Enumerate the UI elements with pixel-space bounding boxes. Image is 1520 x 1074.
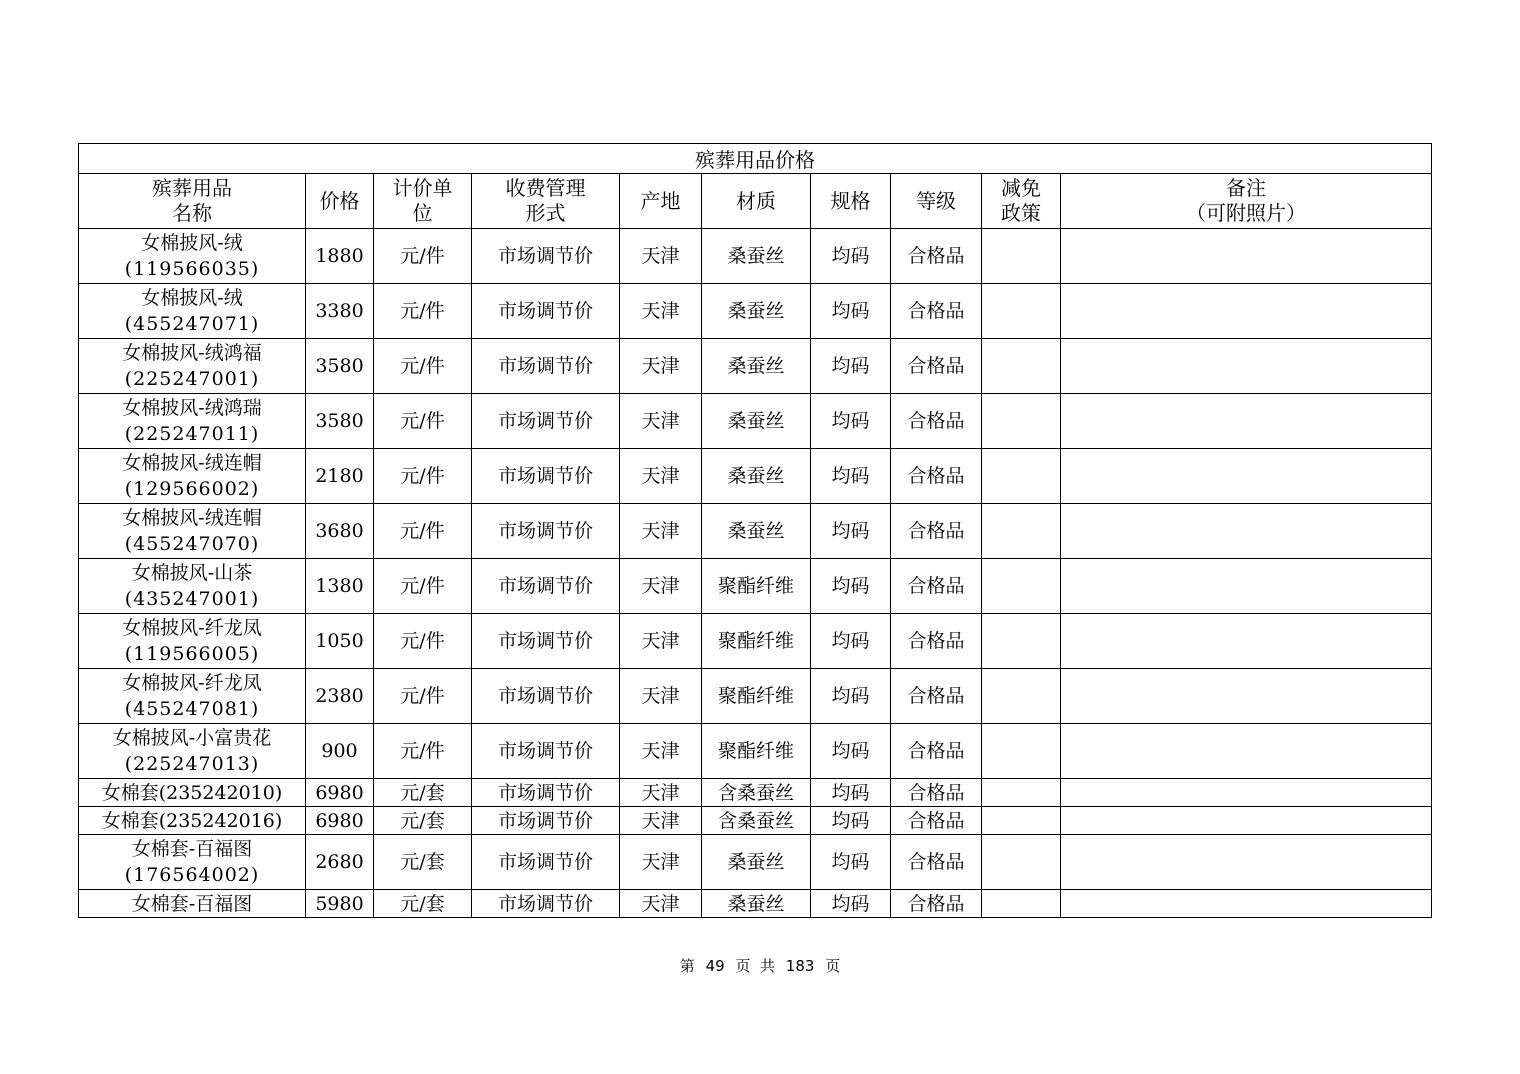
- policy-cell: [982, 559, 1061, 614]
- note-cell: [1061, 779, 1432, 807]
- item-code: (225247011): [124, 423, 260, 445]
- fee-type-cell: 市场调节价: [472, 284, 620, 339]
- table-row: [79, 614, 1432, 669]
- price-cell: 6980: [306, 807, 374, 835]
- price-cell: 900: [306, 724, 374, 779]
- origin-cell: 天津: [620, 724, 702, 779]
- price-cell: 2680: [306, 835, 374, 890]
- table-row: [79, 339, 1432, 394]
- material-cell: 聚酯纤维: [702, 669, 811, 724]
- material-cell: 桑蚕丝: [702, 394, 811, 449]
- material-cell: 桑蚕丝: [702, 504, 811, 559]
- origin-cell: 天津: [620, 669, 702, 724]
- item-code: (455247081): [124, 698, 260, 720]
- policy-cell: [982, 284, 1061, 339]
- footer-prefix: 第: [679, 957, 695, 975]
- unit-cell: 元/件: [374, 559, 472, 614]
- item-code: (435247001): [124, 588, 260, 610]
- note-cell: [1061, 669, 1432, 724]
- item-code: (225247013): [124, 753, 260, 775]
- policy-cell: [982, 614, 1061, 669]
- material-cell: 含桑蚕丝: [702, 807, 811, 835]
- fee-type-cell: 市场调节价: [472, 807, 620, 835]
- price-table: [78, 143, 1432, 918]
- table-row: [79, 807, 1432, 835]
- table-title: 殡葬用品价格: [79, 144, 1432, 174]
- material-cell: 聚酯纤维: [702, 724, 811, 779]
- material-cell: 桑蚕丝: [702, 835, 811, 890]
- unit-cell: 元/套: [374, 807, 472, 835]
- price-cell: 2380: [306, 669, 374, 724]
- table-row: [79, 449, 1432, 504]
- unit-cell: 元/件: [374, 339, 472, 394]
- policy-cell: [982, 835, 1061, 890]
- item-name: 女棉披风-绒鸿福: [122, 342, 262, 364]
- header-note-line: （可附照片）: [1186, 201, 1307, 225]
- footer-page-number: 49: [705, 957, 725, 975]
- header-unit-line: 位: [412, 201, 433, 225]
- grade-cell: 合格品: [891, 614, 982, 669]
- item-name: 女棉披风-纤龙凤: [122, 672, 262, 694]
- note-cell: [1061, 835, 1432, 890]
- header-fee-type-line: 收费管理: [505, 176, 586, 200]
- item-name: 女棉披风-绒: [141, 287, 243, 309]
- grade-cell: 合格品: [891, 807, 982, 835]
- price-cell: 3380: [306, 284, 374, 339]
- note-cell: [1061, 559, 1432, 614]
- unit-cell: 元/套: [374, 890, 472, 918]
- item-name: 女棉披风-绒: [141, 232, 243, 254]
- item-code: (119566035): [124, 258, 260, 280]
- price-cell: 3580: [306, 394, 374, 449]
- price-cell: 3580: [306, 339, 374, 394]
- material-cell: 聚酯纤维: [702, 559, 811, 614]
- header-origin: [620, 174, 702, 229]
- spec-cell: 均码: [811, 339, 891, 394]
- item-name-cell: [79, 779, 306, 807]
- policy-cell: [982, 394, 1061, 449]
- spec-cell: 均码: [811, 614, 891, 669]
- item-code: (119566005): [124, 643, 260, 665]
- note-cell: [1061, 449, 1432, 504]
- policy-cell: [982, 669, 1061, 724]
- origin-cell: 天津: [620, 229, 702, 284]
- item-code: (176564002): [124, 864, 260, 886]
- header-name-line: 名称: [172, 201, 212, 225]
- spec-cell: 均码: [811, 394, 891, 449]
- price-cell: 6980: [306, 779, 374, 807]
- header-policy-line: 政策: [1001, 201, 1041, 225]
- grade-cell: 合格品: [891, 284, 982, 339]
- note-cell: [1061, 504, 1432, 559]
- note-cell: [1061, 807, 1432, 835]
- spec-cell: 均码: [811, 779, 891, 807]
- item-name-cell: [79, 559, 306, 614]
- origin-cell: 天津: [620, 504, 702, 559]
- header-note: [1061, 174, 1432, 229]
- unit-cell: 元/件: [374, 394, 472, 449]
- unit-cell: 元/件: [374, 504, 472, 559]
- note-cell: [1061, 614, 1432, 669]
- footer-middle: 页 共: [735, 957, 775, 975]
- header-spec-line: 规格: [830, 188, 871, 213]
- fee-type-cell: 市场调节价: [472, 504, 620, 559]
- header-unit: [374, 174, 472, 229]
- table-body: [79, 229, 1432, 918]
- fee-type-cell: 市场调节价: [472, 835, 620, 890]
- spec-cell: 均码: [811, 807, 891, 835]
- item-name: 女棉套(235242016): [101, 809, 283, 832]
- fee-type-cell: 市场调节价: [472, 559, 620, 614]
- item-name: 女棉套-百福图: [131, 892, 253, 915]
- grade-cell: 合格品: [891, 339, 982, 394]
- material-cell: 桑蚕丝: [702, 890, 811, 918]
- header-note-line: 备注: [1226, 176, 1267, 200]
- item-code: (455247071): [124, 313, 260, 335]
- spec-cell: 均码: [811, 835, 891, 890]
- fee-type-cell: 市场调节价: [472, 779, 620, 807]
- price-cell: 5980: [306, 890, 374, 918]
- unit-cell: 元/件: [374, 284, 472, 339]
- grade-cell: 合格品: [891, 229, 982, 284]
- item-code: (225247001): [124, 368, 260, 390]
- item-name-cell: [79, 890, 306, 918]
- item-name-cell: [79, 724, 306, 779]
- origin-cell: 天津: [620, 807, 702, 835]
- spec-cell: 均码: [811, 449, 891, 504]
- header-material-line: 材质: [736, 188, 776, 213]
- origin-cell: 天津: [620, 835, 702, 890]
- note-cell: [1061, 724, 1432, 779]
- table-row: [79, 559, 1432, 614]
- policy-cell: [982, 229, 1061, 284]
- spec-cell: 均码: [811, 229, 891, 284]
- item-code: (455247070): [124, 533, 260, 555]
- header-fee-type: [472, 174, 620, 229]
- note-cell: [1061, 339, 1432, 394]
- price-cell: 1050: [306, 614, 374, 669]
- material-cell: 桑蚕丝: [702, 449, 811, 504]
- header-policy: [982, 174, 1061, 229]
- header-price: [306, 174, 374, 229]
- spec-cell: 均码: [811, 669, 891, 724]
- item-name-cell: [79, 229, 306, 284]
- grade-cell: 合格品: [891, 669, 982, 724]
- item-name-cell: [79, 614, 306, 669]
- item-name: 女棉披风-山茶: [131, 562, 253, 584]
- item-name-cell: [79, 394, 306, 449]
- note-cell: [1061, 890, 1432, 918]
- fee-type-cell: 市场调节价: [472, 339, 620, 394]
- unit-cell: 元/件: [374, 449, 472, 504]
- price-cell: 3680: [306, 504, 374, 559]
- material-cell: 桑蚕丝: [702, 339, 811, 394]
- fee-type-cell: 市场调节价: [472, 890, 620, 918]
- item-name: 女棉披风-绒连帽: [122, 507, 262, 529]
- header-material: [702, 174, 811, 229]
- item-name-cell: [79, 807, 306, 835]
- price-cell: 1880: [306, 229, 374, 284]
- table-row: [79, 229, 1432, 284]
- grade-cell: 合格品: [891, 779, 982, 807]
- material-cell: 含桑蚕丝: [702, 779, 811, 807]
- grade-cell: 合格品: [891, 504, 982, 559]
- header-grade: [891, 174, 982, 229]
- header-policy-line: 减免: [1001, 176, 1041, 200]
- origin-cell: 天津: [620, 779, 702, 807]
- item-name: 女棉披风-纤龙凤: [122, 617, 262, 639]
- fee-type-cell: 市场调节价: [472, 614, 620, 669]
- spec-cell: 均码: [811, 504, 891, 559]
- footer-suffix: 页: [825, 957, 841, 975]
- fee-type-cell: 市场调节价: [472, 449, 620, 504]
- header-grade-line: 等级: [916, 188, 956, 213]
- origin-cell: 天津: [620, 614, 702, 669]
- origin-cell: 天津: [620, 394, 702, 449]
- fee-type-cell: 市场调节价: [472, 724, 620, 779]
- item-name: 女棉披风-绒连帽: [122, 452, 262, 474]
- table-row: [79, 724, 1432, 779]
- fee-type-cell: 市场调节价: [472, 669, 620, 724]
- table-row: [79, 669, 1432, 724]
- item-name-cell: [79, 339, 306, 394]
- note-cell: [1061, 284, 1432, 339]
- grade-cell: 合格品: [891, 835, 982, 890]
- table-row: [79, 835, 1432, 890]
- origin-cell: 天津: [620, 559, 702, 614]
- material-cell: 桑蚕丝: [702, 284, 811, 339]
- spec-cell: 均码: [811, 724, 891, 779]
- item-name: 女棉披风-小富贵花: [112, 727, 272, 749]
- origin-cell: 天津: [620, 339, 702, 394]
- spec-cell: 均码: [811, 559, 891, 614]
- table-row: [79, 394, 1432, 449]
- note-cell: [1061, 229, 1432, 284]
- item-name: 女棉披风-绒鸿瑞: [122, 397, 262, 419]
- note-cell: [1061, 394, 1432, 449]
- policy-cell: [982, 890, 1061, 918]
- table-row: [79, 504, 1432, 559]
- spec-cell: 均码: [811, 890, 891, 918]
- unit-cell: 元/套: [374, 835, 472, 890]
- header-origin-line: 产地: [640, 188, 681, 213]
- footer-total-pages: 183: [785, 957, 815, 975]
- fee-type-cell: 市场调节价: [472, 229, 620, 284]
- spec-cell: 均码: [811, 284, 891, 339]
- unit-cell: 元/件: [374, 229, 472, 284]
- item-name: 女棉套(235242010): [101, 781, 283, 804]
- item-name-cell: [79, 835, 306, 890]
- item-name-cell: [79, 504, 306, 559]
- price-cell: 1380: [306, 559, 374, 614]
- header-name-line: 殡葬用品: [152, 176, 232, 200]
- header-fee-type-line: 形式: [525, 201, 566, 225]
- item-name-cell: [79, 669, 306, 724]
- unit-cell: 元/件: [374, 724, 472, 779]
- item-name: 女棉套-百福图: [131, 838, 253, 860]
- header-unit-line: 计价单: [392, 176, 453, 200]
- policy-cell: [982, 779, 1061, 807]
- policy-cell: [982, 724, 1061, 779]
- grade-cell: 合格品: [891, 449, 982, 504]
- grade-cell: 合格品: [891, 394, 982, 449]
- policy-cell: [982, 807, 1061, 835]
- item-code: (129566002): [124, 478, 260, 500]
- price-cell: 2180: [306, 449, 374, 504]
- table-row: [79, 284, 1432, 339]
- grade-cell: 合格品: [891, 890, 982, 918]
- header-spec: [811, 174, 891, 229]
- item-name-cell: [79, 449, 306, 504]
- material-cell: 聚酯纤维: [702, 614, 811, 669]
- table-row: [79, 890, 1432, 918]
- origin-cell: 天津: [620, 284, 702, 339]
- policy-cell: [982, 339, 1061, 394]
- item-name-cell: [79, 284, 306, 339]
- header-price-line: 价格: [319, 188, 360, 213]
- table-row: [79, 779, 1432, 807]
- origin-cell: 天津: [620, 449, 702, 504]
- header-name: [79, 174, 306, 229]
- header-row: [79, 174, 1432, 229]
- unit-cell: 元/件: [374, 614, 472, 669]
- page-footer: [0, 955, 1520, 976]
- policy-cell: [982, 449, 1061, 504]
- unit-cell: 元/件: [374, 669, 472, 724]
- unit-cell: 元/套: [374, 779, 472, 807]
- policy-cell: [982, 504, 1061, 559]
- fee-type-cell: 市场调节价: [472, 394, 620, 449]
- grade-cell: 合格品: [891, 559, 982, 614]
- grade-cell: 合格品: [891, 724, 982, 779]
- material-cell: 桑蚕丝: [702, 229, 811, 284]
- origin-cell: 天津: [620, 890, 702, 918]
